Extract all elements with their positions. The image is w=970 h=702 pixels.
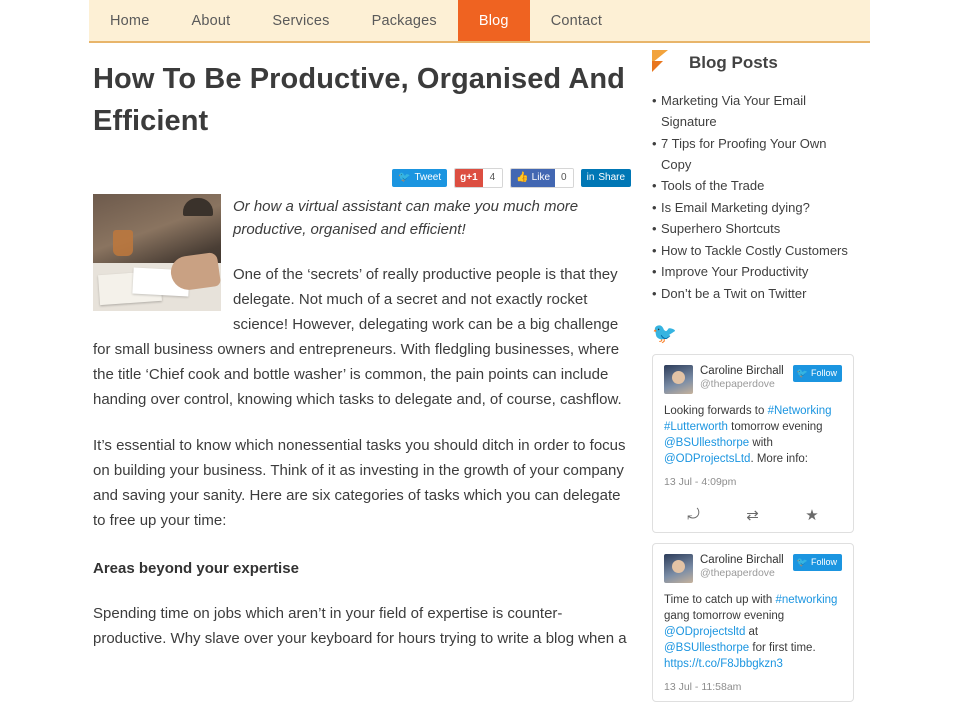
list-item[interactable]: • Superhero Shortcuts — [652, 218, 852, 239]
tweet-text-fragment: Time to catch up with — [664, 593, 776, 606]
nav-item-blog[interactable]: Blog — [458, 0, 530, 41]
linkedin-share-button[interactable] — [581, 169, 631, 187]
blog-posts-list — [652, 90, 852, 304]
article-lead: Or how a virtual assistant can make you much more productive, organised and efficient! — [233, 198, 579, 238]
page-title: How To Be Productive, Organised And Efficient — [93, 63, 625, 137]
tweet-link[interactable]: #Networking — [767, 404, 832, 417]
google-plus-button[interactable] — [454, 168, 503, 188]
tweet-link[interactable]: @BSUllesthorpe — [664, 641, 750, 654]
thumbs-up-icon: 👍 — [516, 172, 529, 183]
tweet-text — [664, 592, 842, 672]
tweet-link[interactable]: https://t.co/F8Jbbgkzn3 — [664, 657, 783, 670]
tweet-author-handle: @thepaperdove — [700, 566, 775, 579]
facebook-like-count: 0 — [555, 169, 573, 187]
follow-button-label: Follow — [810, 556, 837, 567]
list-item[interactable]: • Tools of the Trade — [652, 175, 852, 196]
tweet-text — [664, 403, 842, 467]
tweet-header — [664, 365, 842, 394]
follow-button[interactable] — [793, 554, 842, 571]
image-lamp-shape — [183, 198, 213, 216]
list-item[interactable]: • Is Email Marketing dying? — [652, 197, 852, 218]
follow-button-label: Follow — [810, 367, 837, 378]
facebook-like-button[interactable] — [510, 168, 573, 188]
tweet-text-fragment: gang tomorrow evening — [664, 609, 785, 622]
twitter-icon: 🐦 — [796, 556, 808, 567]
tweet-link[interactable]: @ODprojectsltd — [664, 625, 746, 638]
article-paragraph-1: One of the ‘secrets’ of really productive people is that they delegate. Not much of a secret and not exactly rocket science! However, delegating work can be a big challenge for small business owners and entrepreneurs. With fledgling businesses, where the title ‘Chief cook and bottle washer’ is common, the pain points can include handing over control, knowing which tasks to delegate and, of course, cashflow. — [93, 266, 622, 408]
tweet-link[interactable]: @ODProjectsLtd — [664, 452, 751, 465]
retweet-icon[interactable]: ⇄ — [746, 506, 759, 524]
tweet-text-fragment: . More info: — [750, 452, 808, 465]
article-image — [93, 194, 221, 311]
nav-item-services[interactable]: Services — [272, 12, 330, 29]
reply-icon[interactable]: ⤾ — [687, 506, 700, 523]
tweet-timestamp: 13 Jul - 4:09pm — [664, 475, 737, 488]
nav-right-gutter — [870, 0, 970, 43]
list-item[interactable]: • Improve Your Productivity — [652, 261, 852, 282]
image-glass-shape — [113, 230, 133, 256]
avatar — [664, 554, 693, 583]
nav-item-contact[interactable]: Contact — [550, 12, 603, 29]
favorite-icon[interactable]: ★ — [805, 506, 819, 524]
tweet-text-fragment: for first time. — [749, 641, 816, 654]
nav-item-home[interactable]: Home — [110, 12, 150, 29]
article-paragraph-2: It’s essential to know which nonessential tasks you should ditch in order to focus on building your business. Think of it as investing in the growth of your company and saving your sanity. Here are six categories of tasks which you can delegate to free up your time: — [93, 437, 626, 529]
list-item[interactable]: • Marketing Via Your Email Signature — [652, 90, 852, 132]
tweet-author-name: Caroline Birchall — [700, 553, 784, 566]
tweet-text-fragment: with — [749, 436, 773, 449]
facebook-like-label: Like — [531, 172, 551, 183]
tweet-link[interactable]: @BSUllesthorpe — [664, 436, 750, 449]
google-plus-count: 4 — [483, 169, 503, 187]
nav-item-packages[interactable]: Packages — [371, 12, 437, 29]
tweet-button-label: Tweet — [414, 172, 442, 183]
linkedin-icon: in — [586, 172, 595, 183]
tweet-card[interactable] — [652, 543, 854, 702]
tweet-author — [700, 554, 786, 580]
list-item[interactable]: • Don’t be a Twit on Twitter — [652, 283, 852, 304]
tweet-actions — [664, 500, 842, 524]
twitter-icon: 🐦 — [796, 367, 808, 378]
tweet-header — [664, 554, 842, 583]
tweet-author-name: Caroline Birchall — [700, 364, 784, 377]
avatar — [664, 365, 693, 394]
follow-button[interactable] — [793, 365, 842, 382]
tweet-timestamp: 13 Jul - 11:58am — [664, 680, 742, 693]
linkedin-share-label: Share — [598, 172, 626, 183]
nav-left-gutter — [0, 0, 89, 43]
nav-item-about[interactable]: About — [191, 12, 231, 29]
twitter-icon: 🐦 — [398, 172, 411, 183]
article-subheading: Areas beyond your expertise — [93, 560, 299, 577]
sidebar-header — [652, 50, 852, 76]
tweet-text-fragment: tomorrow evening — [727, 420, 823, 433]
tweet-text-fragment: Looking forwards to — [664, 404, 768, 417]
main-navigation — [89, 0, 870, 43]
sidebar-title: Blog Posts — [689, 53, 778, 72]
tweet-link[interactable]: #networking — [775, 593, 838, 606]
social-share-bar — [93, 168, 633, 188]
list-item[interactable]: • 7 Tips for Proofing Your Own Copy — [652, 133, 852, 175]
tweet-author — [700, 365, 786, 391]
list-item[interactable]: • How to Tackle Costly Customers — [652, 240, 852, 261]
tweet-button[interactable] — [392, 169, 447, 187]
tweet-link[interactable]: #Lutterworth — [664, 420, 728, 433]
dove-logo-icon — [652, 50, 680, 76]
sidebar — [652, 50, 852, 702]
google-plus-icon: g+1 — [455, 169, 483, 187]
article-paragraph-3: Spending time on jobs which aren’t in your field of expertise is counter-productive. Why slave over your keyboard for hours trying to write a blog when a — [93, 605, 627, 647]
tweet-author-handle: @thepaperdove — [700, 377, 775, 390]
facebook-icon-label — [511, 169, 555, 187]
tweet-card[interactable] — [652, 354, 854, 533]
article-content — [93, 43, 633, 651]
twitter-bird-icon: 🐦 — [652, 322, 677, 345]
tweet-text-fragment: at — [745, 625, 759, 638]
